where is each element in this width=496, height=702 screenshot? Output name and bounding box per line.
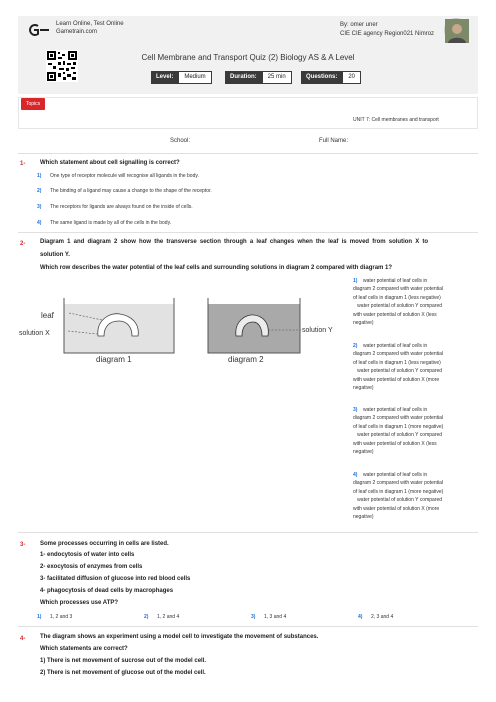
quiz-header bbox=[18, 16, 478, 94]
option-3[interactable]: 3) The receptors for ligands are always found on the inside of cells. bbox=[37, 204, 193, 210]
divider bbox=[18, 532, 478, 533]
quiz-title: Cell Membrane and Transport Quiz (2) Biology AS & A Level bbox=[141, 53, 355, 62]
option-3[interactable]: 3) water potential of leaf cells in diagram 2 compared with water potential of leaf cells in diagram 1 (more negative) water potential of solution Y compared with water potential of solution X (less negative) bbox=[353, 407, 444, 456]
option-2[interactable]: 2) The binding of a ligand may cause a change to the shape of the receptor. bbox=[37, 188, 212, 194]
option-3[interactable]: 3) 1, 3 and 4 bbox=[251, 614, 287, 620]
questions-pill bbox=[301, 71, 361, 84]
school-label: School: bbox=[170, 138, 191, 144]
brand-site: Gametrain.com bbox=[56, 29, 98, 35]
student-info-row bbox=[0, 138, 496, 148]
author-info bbox=[340, 21, 434, 39]
topics-badge: Topics bbox=[21, 98, 45, 110]
option-4[interactable]: 4) 2, 3 and 4 bbox=[358, 614, 394, 620]
question-line: 3- facilitated diffusion of glucose into red blood cells bbox=[40, 576, 191, 582]
option-1[interactable]: 1) One type of receptor molecule will recognise all ligands in the body. bbox=[37, 173, 199, 179]
question-text-line-1: Diagram 1 and diagram 2 show how the transverse section through a leaf changes when the leaf is moved from solution X to bbox=[40, 239, 429, 245]
question-line: 2- exocytosis of enzymes from cells bbox=[40, 564, 143, 570]
questions-label: Questions: bbox=[301, 71, 342, 84]
duration-value: 25 min bbox=[262, 71, 292, 84]
avatar-photo-icon bbox=[445, 19, 469, 43]
option-2[interactable]: 2) water potential of leaf cells in diagram 2 compared with water potential of leaf cells in diagram 1 (less negative) water potential of solution Y compared with water potential of solution X (more negative) bbox=[353, 343, 444, 392]
duration-pill bbox=[225, 71, 292, 84]
brand-tagline: Learn Online, Test Online bbox=[56, 21, 124, 27]
diagram-2-caption: diagram 2 bbox=[228, 355, 264, 364]
option-1[interactable]: 1) water potential of leaf cells in diagram 2 compared with water potential of leaf cells in diagram 1 (less negative) water potential of solution Y compared with water potential of solution X (less negative) bbox=[353, 278, 444, 327]
question-number: 1- bbox=[20, 161, 26, 167]
leaf-label: leaf bbox=[41, 311, 54, 320]
solution-x-label: solution X bbox=[19, 330, 50, 337]
leaf-osmosis-diagram bbox=[19, 290, 345, 364]
divider bbox=[18, 232, 478, 233]
gametrain-logo-icon bbox=[28, 24, 50, 36]
duration-label: Duration: bbox=[225, 71, 262, 84]
solution-y-label: solution Y bbox=[302, 327, 333, 334]
author-agency: CIE CIE agency Region021 Nimroz bbox=[340, 31, 435, 37]
question-text-line-2: solution Y. bbox=[40, 252, 70, 258]
divider bbox=[18, 153, 478, 154]
topics-box bbox=[18, 97, 478, 129]
question-line: Which processes use ATP? bbox=[40, 600, 119, 606]
level-label: Level: bbox=[151, 71, 178, 84]
question-number: 3- bbox=[20, 542, 26, 548]
topics-unit: UNIT 7: Cell membranes and transport bbox=[353, 117, 439, 123]
question-text: Which statement about cell signalling is correct? bbox=[40, 160, 180, 166]
beaker-diagram-2 bbox=[208, 298, 302, 353]
question-line: Some processes occurring in cells are listed. bbox=[40, 541, 169, 547]
question-line: Which statements are correct? bbox=[40, 646, 128, 652]
diagram-1-caption: diagram 1 bbox=[96, 355, 132, 364]
full-name-label: Full Name: bbox=[319, 138, 349, 144]
option-2[interactable]: 2) 1, 2 and 4 bbox=[144, 614, 180, 620]
option-1[interactable]: 1) 1, 2 and 3 bbox=[37, 614, 73, 620]
level-pill bbox=[151, 71, 212, 84]
question-line: The diagram shows an experiment using a model cell to investigate the movement of substances. bbox=[40, 634, 319, 640]
question-number: 2- bbox=[20, 241, 26, 247]
question-line: 4- phagocytosis of dead cells by macrophages bbox=[40, 588, 174, 594]
option-4[interactable]: 4) water potential of leaf cells in diagram 2 compared with water potential of leaf cells in diagram 1 (more negative) water potential of solution Y compared with water potential of solution X (more negative) bbox=[353, 472, 444, 521]
question-line: 1- endocytosis of water into cells bbox=[40, 552, 135, 558]
question-number: 4- bbox=[20, 636, 26, 642]
option-4[interactable]: 4) The same ligand is made by all of the cells in the body. bbox=[37, 220, 172, 226]
questions-value: 20 bbox=[342, 71, 361, 84]
author-avatar bbox=[444, 18, 468, 42]
author-name: By: omer uner bbox=[340, 22, 378, 28]
question-text-line-3: Which row describes the water potential of the leaf cells and surrounding solutions in diagram 2 compared with diagram 1? bbox=[40, 265, 393, 271]
beaker-diagram-1 bbox=[64, 298, 174, 353]
level-value: Medium bbox=[178, 71, 211, 84]
divider bbox=[18, 626, 478, 627]
question-line: 2) There is net movement of glucose out of the model cell. bbox=[40, 670, 206, 676]
question-line: 1) There is net movement of sucrose out of the model cell. bbox=[40, 658, 207, 664]
